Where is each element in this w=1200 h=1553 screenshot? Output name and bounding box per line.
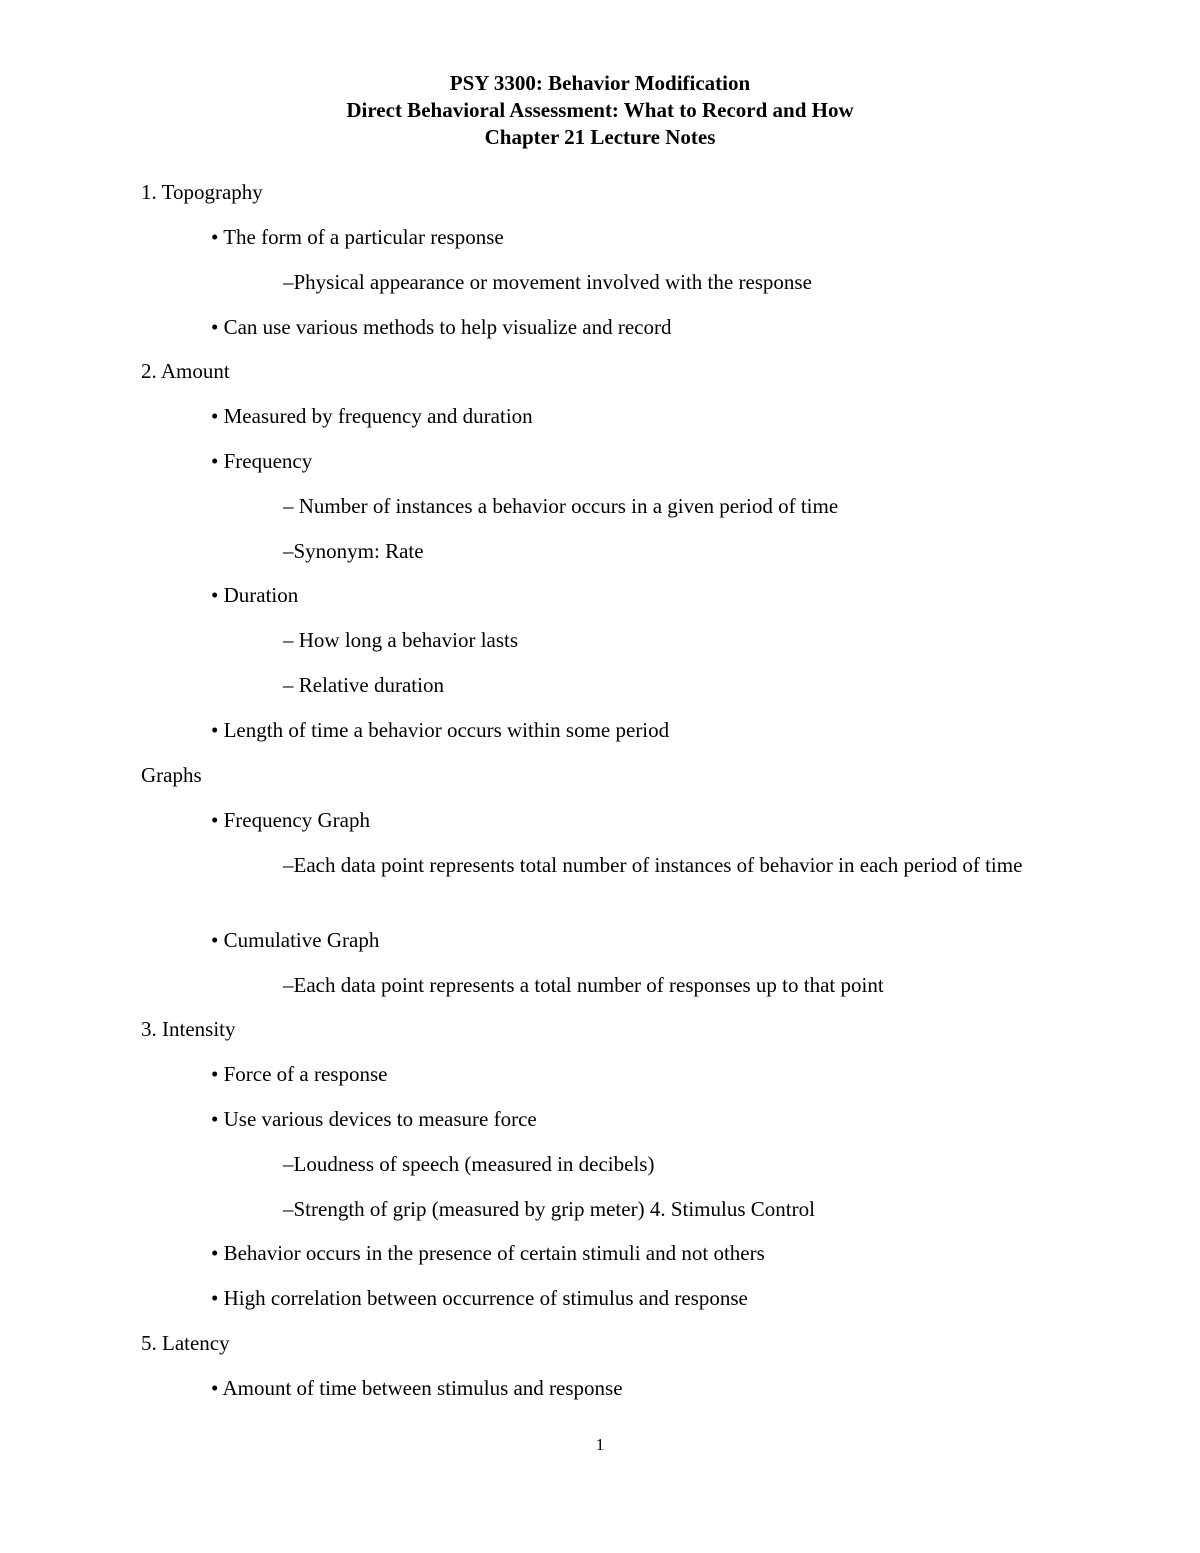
bullet-item: • Cumulative Graph xyxy=(211,928,380,952)
bullet-item: • Use various devices to measure force xyxy=(211,1107,537,1131)
page-number: 1 xyxy=(595,1435,605,1454)
section-heading-graphs: Graphs xyxy=(141,763,202,787)
bullet-item: • Duration xyxy=(211,583,299,607)
section-heading-topography: 1. Topography xyxy=(141,180,263,204)
bullet-item: • Frequency xyxy=(211,449,313,473)
section-heading-latency: 5. Latency xyxy=(141,1331,230,1355)
sub-item: –Each data point represents a total number of responses up to that point xyxy=(283,973,884,997)
bullet-item: • Force of a response xyxy=(211,1062,388,1086)
course-title: PSY 3300: Behavior Modification xyxy=(449,71,751,95)
section-heading-amount: 2. Amount xyxy=(141,359,230,383)
chapter-title: Chapter 21 Lecture Notes xyxy=(484,125,716,149)
document-header xyxy=(0,70,1200,151)
section-heading-intensity: 3. Intensity xyxy=(141,1017,236,1041)
document-title: Direct Behavioral Assessment: What to Record and How xyxy=(346,98,854,122)
sub-item: –Synonym: Rate xyxy=(283,539,424,563)
bullet-item: • The form of a particular response xyxy=(211,225,504,249)
sub-item: –Loudness of speech (measured in decibels) xyxy=(283,1152,655,1176)
bullet-item: • Amount of time between stimulus and response xyxy=(211,1376,623,1400)
sub-item: – Number of instances a behavior occurs in a given period of time xyxy=(283,494,839,518)
bullet-item: • High correlation between occurrence of stimulus and response xyxy=(211,1286,748,1310)
sub-item: – Relative duration xyxy=(283,673,444,697)
bullet-item: • Length of time a behavior occurs within some period xyxy=(211,718,670,742)
sub-item: –Strength of grip (measured by grip meter) 4. Stimulus Control xyxy=(283,1197,815,1221)
bullet-item: • Frequency Graph xyxy=(211,808,370,832)
sub-item: – How long a behavior lasts xyxy=(283,628,519,652)
bullet-item: • Behavior occurs in the presence of certain stimuli and not others xyxy=(211,1241,765,1265)
bullet-item: • Measured by frequency and duration xyxy=(211,404,533,428)
bullet-item: • Can use various methods to help visualize and record xyxy=(211,315,672,339)
sub-item: –Physical appearance or movement involved with the response xyxy=(283,270,812,294)
sub-item: –Each data point represents total number of instances of behavior in each period of time xyxy=(283,853,1023,877)
